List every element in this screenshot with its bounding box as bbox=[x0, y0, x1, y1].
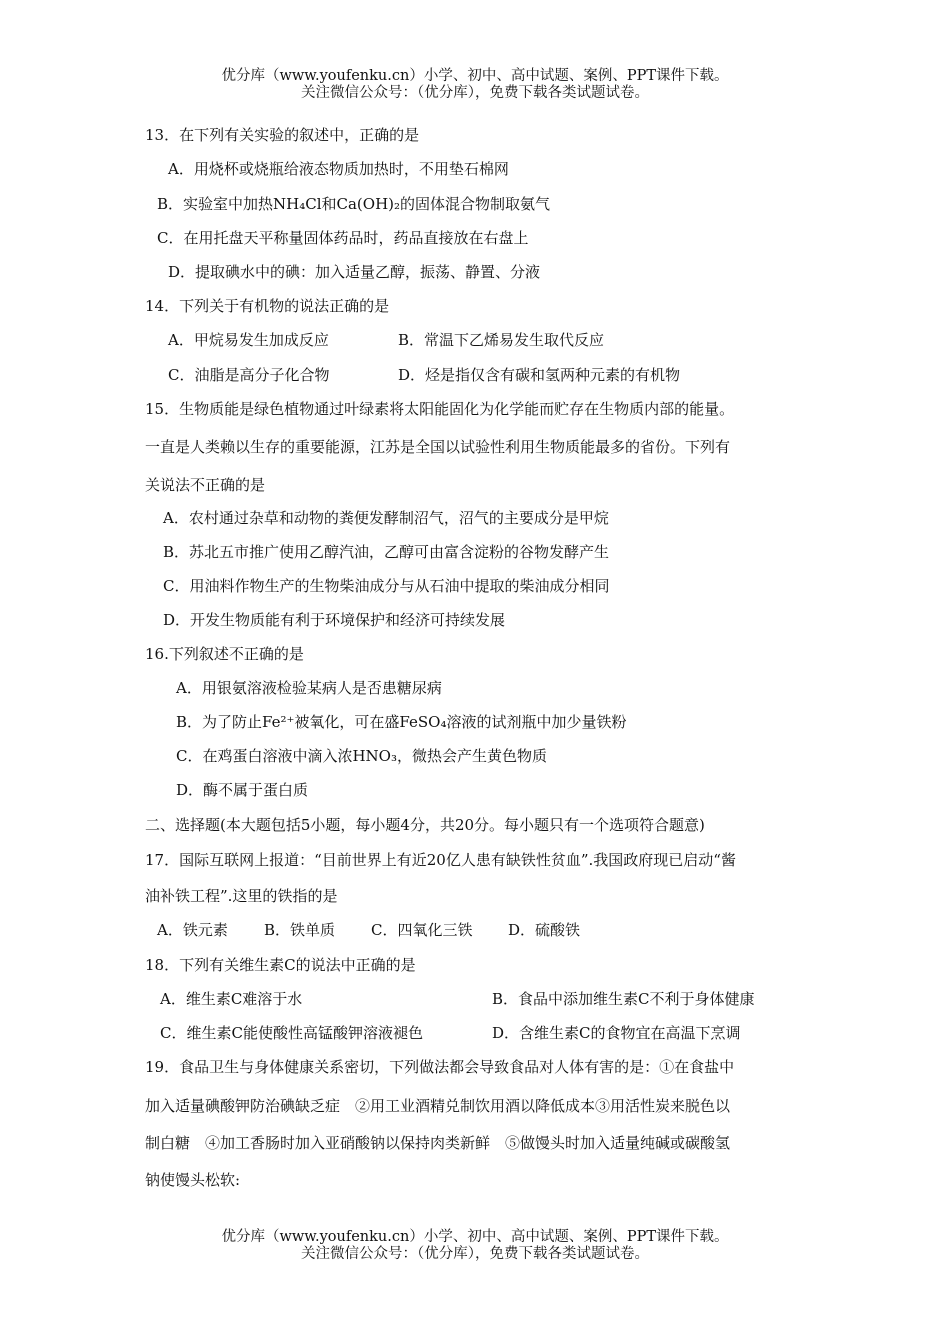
q17-option-c: C．四氧化三铁 bbox=[371, 921, 473, 939]
section-2-heading: 二、选择题(本大题包括5小题，每小题4分，共20分。每小题只有一个选项符合题意) bbox=[145, 816, 705, 834]
q15-stem-line-2: 一直是人类赖以生存的重要能源，江苏是全国以试验性利用生物质能最多的省份。下列有 bbox=[145, 438, 731, 456]
q17-option-a: A．铁元素 bbox=[157, 921, 228, 939]
q19-stem-line-2: 加入适量碘酸钾防治碘缺乏症 ②用工业酒精兑制饮用酒以降低成本③用活性炭来脱色以 bbox=[145, 1097, 731, 1115]
q15-option-c: C．用油料作物生产的生物柴油成分与从石油中提取的柴油成分相同 bbox=[163, 577, 610, 595]
header-line-2: 关注微信公众号：（优分库），免费下载各类试题试卷。 bbox=[301, 85, 649, 101]
q19-stem-line-3: 制白糖 ④加工香肠时加入亚硝酸钠以保持肉类新鲜 ⑤做馒头时加入适量纯碱或碳酸氢 bbox=[145, 1134, 731, 1152]
q18-option-d: D．含维生素C的食物宜在高温下烹调 bbox=[492, 1024, 741, 1042]
footer-line-2: 关注微信公众号：（优分库），免费下载各类试题试卷。 bbox=[301, 1246, 649, 1262]
q16-option-b: B．为了防止Fe²⁺被氧化，可在盛FeSO₄溶液的试剂瓶中加少量铁粉 bbox=[176, 713, 627, 731]
q17-option-d: D．硫酸铁 bbox=[508, 921, 581, 939]
q18-option-b: B．食品中添加维生素C不利于身体健康 bbox=[492, 990, 755, 1008]
q19-stem-line-4: 钠使馒头松软: bbox=[145, 1171, 241, 1189]
page-footer bbox=[0, 1229, 950, 1263]
q17-option-b: B．铁单质 bbox=[264, 921, 336, 939]
q15-option-b: B．苏北五市推广使用乙醇汽油，乙醇可由富含淀粉的谷物发酵产生 bbox=[163, 543, 610, 561]
q15-option-a: A．农村通过杂草和动物的粪便发酵制沼气，沼气的主要成分是甲烷 bbox=[163, 509, 609, 527]
q19-stem-line-1: 19．食品卫生与身体健康关系密切，下列做法都会导致食品对人体有害的是：①在食盐中 bbox=[145, 1058, 735, 1076]
q13-stem: 13．在下列有关实验的叙述中，正确的是 bbox=[145, 126, 420, 144]
q14-stem: 14．下列关于有机物的说法正确的是 bbox=[145, 297, 390, 315]
q16-stem: 16.下列叙述不正确的是 bbox=[145, 645, 304, 663]
q18-option-a: A．维生素C难溶于水 bbox=[160, 990, 303, 1008]
q15-stem-line-1: 15．生物质能是绿色植物通过叶绿素将太阳能固化为化学能而贮存在生物质内部的能量。 bbox=[145, 400, 735, 418]
header-line-1: 优分库（www.youfenku.cn）小学、初中、高中试题、案例、PPT课件下载。 bbox=[221, 68, 729, 84]
q13-option-a: A．用烧杯或烧瓶给液态物质加热时，不用垫石棉网 bbox=[168, 160, 509, 178]
q14-option-b: B．常温下乙烯易发生取代反应 bbox=[398, 331, 605, 349]
q17-stem-line-2: 油补铁工程”.这里的铁指的是 bbox=[145, 887, 338, 905]
footer-line-1: 优分库（www.youfenku.cn）小学、初中、高中试题、案例、PPT课件下载。 bbox=[221, 1229, 729, 1245]
q18-option-c: C．维生素C能使酸性高锰酸钾溶液褪色 bbox=[160, 1024, 423, 1042]
q15-option-d: D．开发生物质能有利于环境保护和经济可持续发展 bbox=[163, 611, 506, 629]
q13-option-b: B．实验室中加热NH₄Cl和Ca(OH)₂的固体混合物制取氨气 bbox=[157, 195, 551, 213]
q16-option-c: C．在鸡蛋白溶液中滴入浓HNO₃，微热会产生黄色物质 bbox=[176, 747, 547, 765]
q14-option-d: D．烃是指仅含有碳和氢两种元素的有机物 bbox=[398, 366, 681, 384]
q16-option-d: D．酶不属于蛋白质 bbox=[176, 781, 309, 799]
q16-option-a: A．用银氨溶液检验某病人是否患糖尿病 bbox=[176, 679, 442, 697]
q13-option-c: C．在用托盘天平称量固体药品时，药品直接放在右盘上 bbox=[157, 229, 529, 247]
q14-option-c: C．油脂是高分子化合物 bbox=[168, 366, 330, 384]
q18-stem: 18．下列有关维生素C的说法中正确的是 bbox=[145, 956, 416, 974]
q17-stem-line-1: 17．国际互联网上报道：“目前世界上有近20亿人患有缺铁性贫血”.我国政府现已启动“酱 bbox=[145, 851, 736, 869]
page-header bbox=[0, 68, 950, 102]
q15-stem-line-3: 关说法不正确的是 bbox=[145, 476, 266, 494]
q13-option-d: D．提取碘水中的碘：加入适量乙醇，振荡、静置、分液 bbox=[168, 263, 541, 281]
q14-option-a: A．甲烷易发生加成反应 bbox=[168, 331, 329, 349]
